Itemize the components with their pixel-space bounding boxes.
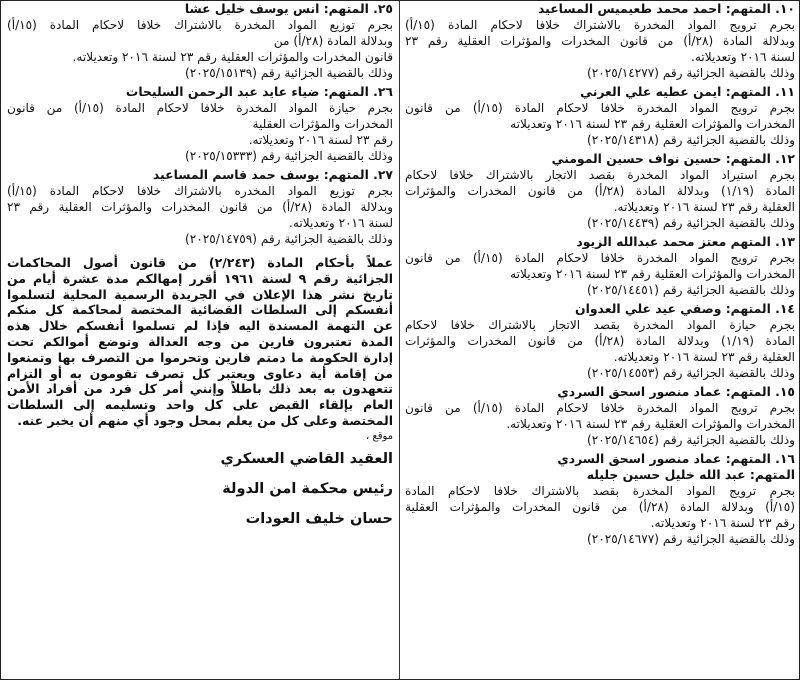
charge-line: بجرم ترويج المواد المخدرة بالاشتراك خلافا لاحكام المادة (١٥/أ) <box>405 18 795 32</box>
accused-entry-10 <box>405 1 795 81</box>
notice-line: الجزائية رقم ٩ لسنة ١٩٦١ أقرر إمهالكم مدة عشرة أيام من <box>7 270 393 286</box>
charge-line: بجرم حيازة المواد المخدرة خلافا لاحكام المادة (١٥/أ) من قانون <box>7 101 393 115</box>
column-divider <box>399 1 400 679</box>
signature-block <box>7 444 393 534</box>
accused-heading: ٢٥. المتهم: انس يوسف خليل عشا <box>184 1 393 16</box>
charge-line: المادة (١/١٩) وبدلالة المادة (٢٨/أ) من قانون المخدرات والمؤثرات <box>405 184 795 198</box>
notice-line: عن التهمة المسندة اليه فإذا لم تسلموا أنفسكم خلال هذه <box>7 318 393 334</box>
accused-entry-27 <box>7 167 393 247</box>
notice-line: تتعهدون به بعد ذلك باطلاً وإنني أمر كل فرد من أفراد الأمن <box>7 381 393 397</box>
accused-entry-12 <box>405 151 795 231</box>
case-number-line: وذلك بالقضية الجزائية رقم (٢٠٢٥/١٥٣٣٣) <box>185 149 393 163</box>
charge-line: المادة (١/١٩) وبدلالة المادة (٢٨/أ) من قانون المخدرات والمؤثرات <box>405 334 795 348</box>
charge-line: لسنة ٢٠١٦ وتعديلاته. <box>289 216 393 230</box>
charge-line: بجرم ترويج المواد المخدرة خلافا لاحكام المادة (١٥/أ) من قانون <box>405 251 795 265</box>
charge-line: بجرم ترويج المواد المخدرة بقصد بالاشتراك خلافا لاحكام المادة <box>405 484 795 498</box>
case-number-line: وذلك بالقضية الجزائية رقم (٢٠٢٥/١٤٤٥١) <box>587 283 795 297</box>
notice-line: إدارة الحكومة ما دمتم فارين وتحرموا من التصرف بها وتمنعوا <box>7 349 393 365</box>
notice-line: تاريخ نشر هذا الإعلان في الجريدة الرسمية المحلية لتسلموا <box>7 286 393 302</box>
charge-line: المخدرات والمؤثرات العقلية رقم ٢٣ لسنة ٢٠١٦ وتعديلاته. <box>506 417 795 431</box>
notice-line: من إقامة أية دعاوى ويعتبر كل تصرف تقومون به أو التزام <box>7 365 393 381</box>
accused-heading: ١١. المتهم: ايمن عطيه علي العرني <box>580 84 795 99</box>
notice-line: أنفسكم إلى السلطات القضائية المختصة لمحاكمة كل منكم <box>7 302 393 318</box>
charge-line: وبدلالة المادة (٢٨/أ) من قانون المخدرات والمؤثرات العقلية رقم ٢٣ <box>405 34 795 48</box>
charge-line: بجرم استيراد المواد المخدرة بقصد الاتجار بالاشتراك خلافا لاحكام <box>405 168 795 182</box>
charge-line: بجرم توزيع المواد المخدره بالاشتراك خلافا لاحكام المادة (١٥/أ) <box>7 184 393 198</box>
case-number-line: وذلك بالقضية الجزائية رقم (٢٠٢٥/١٤٦٧٧) <box>587 532 795 546</box>
charge-line: بجرم حيازة المواد المخدرة بقصد الاتجار بالاشتراك خلافا لاحكام <box>405 318 795 332</box>
signatory-title: رئيس محكمة امن الدولة <box>222 480 393 497</box>
charge-line: وبدلالة المادة (٢٨/أ) من <box>273 34 393 48</box>
charge-line: المخدرات والمؤثرات العقلية رقم ٢٣ لسنة ٢٠١٦ وتعديلاته <box>510 267 795 281</box>
right-column <box>405 1 795 679</box>
left-column <box>7 1 393 679</box>
accused-entry-11 <box>405 84 795 148</box>
charge-line: العقلية رقم ٢٣ لسنة ٢٠١٦ وتعديلاته. <box>613 200 795 214</box>
signed-label: موقع ، <box>365 430 393 442</box>
case-number-line: وذلك بالقضية الجزائية رقم (٢٠٢٥/١٤٦٥٤) <box>587 433 795 447</box>
accused-entry-14 <box>405 301 795 381</box>
notice-line: المختصة وعلى كل من يعلم بمحل وجود أي منهم أن يخبر عنه. <box>17 412 393 428</box>
signatory-name: حسان خليف العودات <box>245 510 393 527</box>
accused-entry-25 <box>7 1 393 81</box>
accused-heading: ٢٧. المتهم: يوسف حمد قاسم المساعيد <box>152 167 393 182</box>
charge-line: العقلية رقم ٢٣ لسنة ٢٠١٦ وتعديلاته. <box>613 350 795 364</box>
notice-line: العام بإلقاء القبض على كل واحد وتسليمه إلى السلطات <box>7 397 393 413</box>
accused-heading: ١٢. المتهم: حسين نواف حسين المومني <box>551 151 795 166</box>
signatory-rank: العقيد القاضي العسكري <box>220 450 393 467</box>
accused-entry-15 <box>405 384 795 448</box>
accused-entry-13 <box>405 234 795 298</box>
accused-entry-16 <box>405 451 795 547</box>
accused-entry-26 <box>7 84 393 164</box>
charge-line: المخدرات والمؤثرات العقلية رقم ٢٣ لسنة ٢٠١٦ وتعديلاته <box>510 117 795 131</box>
charge-line: بجرم ترويج المواد المخدرة خلافا لاحكام المادة (١٥/أ) من قانون <box>405 101 795 115</box>
accused-heading: ١٦. المتهم: عماد منصور اسحق السردي <box>557 451 795 466</box>
accused-heading: ١٠. المتهم: احمد محمد طعيميس المساعيد <box>538 1 795 16</box>
case-number-line: وذلك بالقضية الجزائية رقم (٢٠٢٥/١٤٤٣٩) <box>587 216 795 230</box>
charge-line: بجرم ترويج المواد المخدرة خلافا لاحكام المادة (١٥/أ) من قانون <box>405 401 795 415</box>
case-number-line: وذلك بالقضية الجزائية رقم (٢٠٢٥/١٤٣١٨) <box>587 133 795 147</box>
charge-line: المخدرات والمؤثرات العقلية <box>252 117 393 131</box>
charge-line: وبدلالة المادة (٢٨/أ) من قانون المخدرات والمؤثرات العقلية رقم ٢٣ <box>7 200 393 214</box>
case-number-line: وذلك بالقضية الجزائية رقم (٢٠٢٥/١٤٢٧٧) <box>587 66 795 80</box>
charge-line: قانون المخدرات والمؤثرات العقلية رقم ٢٣ لسنة ٢٠١٦ وتعديلاته. <box>72 50 393 64</box>
accused-heading: ١٣. المتهم معتز محمد عبدالله الزيود <box>576 234 795 249</box>
charge-line: لسنة ٢٠١٦ وتعديلاته. <box>691 50 795 64</box>
case-number-line: وذلك بالقضية الجزائية رقم (٢٠٢٥/١٤٧٥٩) <box>185 232 393 246</box>
charge-line: (١٥/أ) وبدلالة المادة (٢٨/أ) من قانون المخدرات والمؤثرات العقلية <box>405 500 796 514</box>
case-number-line: وذلك بالقضية الجزائية رقم (٢٠٢٥/١٤٥٥٣) <box>587 366 795 380</box>
notice-line: عملاً بأحكام المادة (٢/٢٤٣) من قانون أصول المحاكمات <box>7 255 393 270</box>
charge-line: رقم ٢٣ لسنة ٢٠١٦ وتعديلاته. <box>248 133 393 147</box>
charge-line: رقم ٢٣ لسنة ٢٠١٦ وتعديلاته. <box>650 516 795 530</box>
notice-line: المدة تعتبرون فارين من وجه العدالة وتوضع أموالكم تحت <box>7 333 393 349</box>
charge-line: بجرم توزيع المواد المخدرة بالاشتراك خلافا لاحكام المادة (١٥/أ) <box>7 18 393 32</box>
accused-heading-second: المتهم: عبد الله خليل حسين جليله <box>586 467 795 482</box>
case-number-line: وذلك بالقضية الجزائية رقم (٢٠٢٥/١٥١٣٩) <box>185 66 393 80</box>
accused-heading: ١٥. المتهم: عماد منصور اسحق السردي <box>557 384 795 399</box>
accused-heading: ١٤. المتهم: وصفي عيد علي العدوان <box>575 301 795 316</box>
court-notice <box>7 255 393 429</box>
accused-heading: ٢٦. المتهم: ضياء عايد عبد الرحمن السليحات <box>125 84 393 99</box>
